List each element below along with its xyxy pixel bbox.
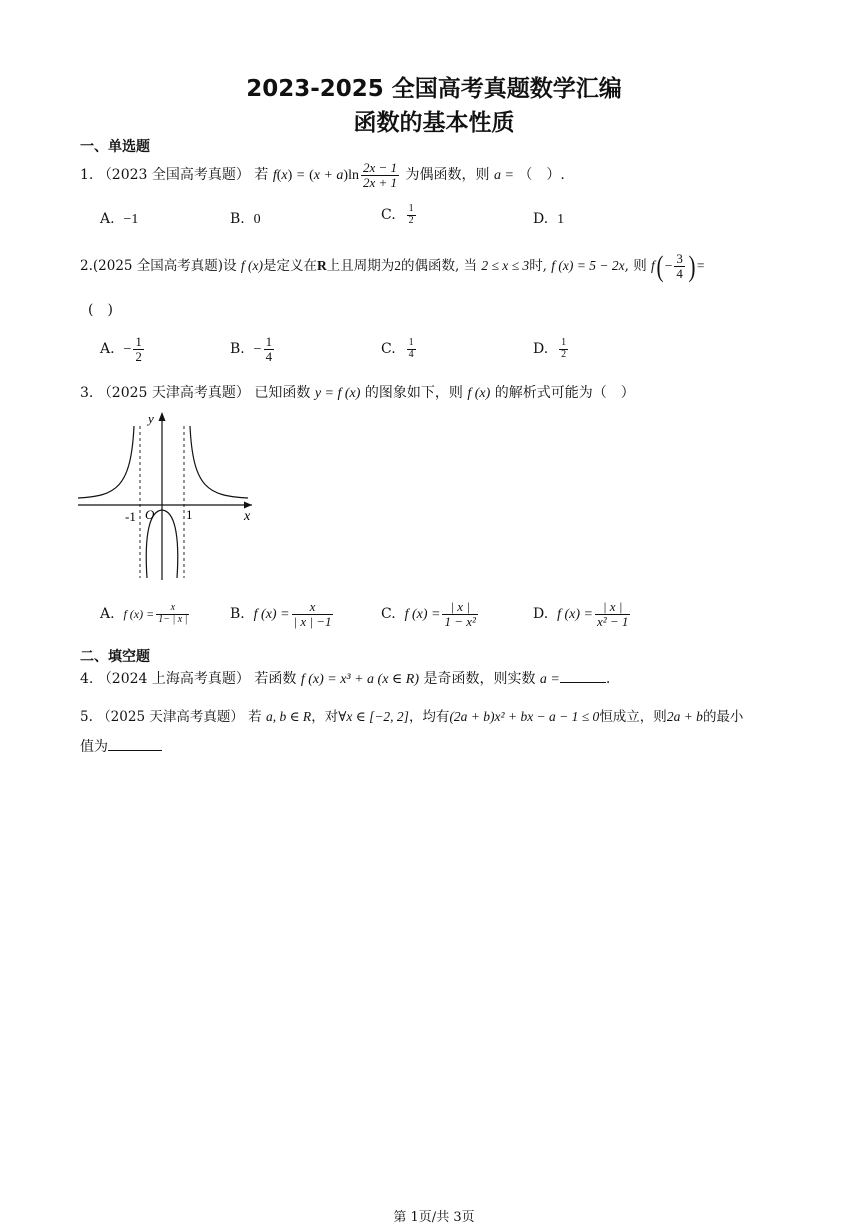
x-axis-arrow [244,502,252,509]
graph-x-label: x [244,509,251,524]
question-4 [80,668,610,688]
q5-source: （2025 天津高考真题） [97,709,244,725]
q2-text4: 的偶函数, 当 [400,258,478,274]
q5-line2 [80,736,162,756]
option-fraction-den: 2 [408,214,414,226]
q3-option-c[interactable] [381,596,480,633]
q5-expr: 2a + b [666,709,703,724]
q2-option-a[interactable] [100,330,146,369]
q2-option-c[interactable] [381,330,418,368]
q2-R: R [316,258,327,273]
q1-f: f [272,168,277,183]
q5-text5: 的最小 [702,709,744,725]
option-fraction-num: 1 [408,337,414,348]
option-fraction [156,603,189,625]
q3-number: 3. [80,385,94,401]
q5-text1: 若 [248,709,262,725]
q1-option-a[interactable] [100,211,138,228]
option-fraction [407,204,416,226]
graph-pos1-label: 1 [186,507,193,522]
q2-text5: 时, [529,258,547,274]
q4-answer-blank[interactable] [560,668,606,683]
q2-paren: ( ) [88,302,113,318]
q1-xpa: x + a [313,168,344,183]
section-single-choice: 一、单选题 [80,139,150,155]
q3-option-a[interactable] [100,596,191,632]
option-fraction-den: 4 [408,348,414,360]
option-fraction-num: 1 [135,333,142,349]
option-fraction-num: 1 [265,333,273,349]
q4-end: . [605,671,611,687]
option-lhs: f (x) = [123,607,155,621]
q5-ab: a, b ∈ R [265,709,312,724]
q5-ineq: (2a + b)x² + bx − a − 1 ≤ 0 [449,709,600,724]
question-1: 1. （2023 全国高考真题） 若 f(x) = (x + a)ln $\frac{2x - 1}{2x + 1}$ 为偶函数，则 a = （ ）. [80,159,565,190]
q2-def: f (x) = 5 − 2x [551,258,625,273]
option-fraction [133,335,144,363]
option-fraction [407,338,416,360]
option-fraction [595,600,630,628]
q3-function-graph [76,408,260,584]
q2-text6: , 则 [624,258,647,274]
option-fraction-den: | x | −1 [293,613,332,629]
option-label: A. [100,606,115,622]
q3-text3: 的解析式可能为（ ） [494,385,635,401]
q1-option-c[interactable] [381,204,418,226]
q5-text2: ，对 [311,709,339,725]
y-axis-arrow [159,412,166,421]
option-value: 0 [253,212,261,227]
option-fraction-num: 1 [561,337,567,348]
option-sign: − [253,342,262,357]
q4-expr: f (x) = x³ + a (x ∈ R) [300,672,419,687]
option-label: D. [533,341,549,357]
q4-source: （2024 上海高考真题） [97,671,250,687]
q2-f: f [651,258,655,273]
q3-yfx: y = f (x) [314,386,361,401]
q5-answer-blank[interactable] [108,736,162,751]
option-fraction-num: 1 [408,203,414,214]
q2-fraction-den: 4 [676,266,683,281]
option-label: C. [381,207,396,223]
option-fraction [264,335,275,363]
option-label: C. [381,606,396,622]
option-value: 1 [557,212,565,227]
q5-line2-text: 值为 [80,739,108,755]
q3-text1: 已知函数 [254,385,311,401]
q5-text3: ，均有 [408,709,450,725]
q2-two: 2 [394,258,401,273]
page-subtitle: 函数的基本性质 [353,110,515,136]
option-lhs: f (x) = [557,607,593,622]
option-fraction-num: | x | [595,600,630,615]
graph-y-label: y [148,411,154,426]
q2-source: (2025 全国高考真题) [92,258,224,274]
question-2: 2.(2025 全国高考真题)设 f (x)是定义在R上且周期为2的偶函数, 当 2 ≤ x ≤ 3时, f (x) = 5 − 2x, 则 f( − $\frac{3}{4}$ ) = [80,249,705,283]
q3-option-b[interactable] [230,596,335,633]
option-fraction-num: x [292,600,334,615]
q5-text4: 恒成立，则 [599,709,667,725]
option-fraction-num: | x | [442,600,477,615]
q1-option-b[interactable] [230,211,261,228]
option-fraction [292,600,334,628]
q1-fraction [361,161,399,189]
option-label: D. [533,211,549,227]
q3-text2: 的图象如下，则 [364,385,463,401]
option-fraction-den: 1 − x² [444,613,476,629]
q3-source: （2025 天津高考真题） [97,385,250,401]
section-fill-blank: 二、填空题 [80,649,150,665]
option-label: A. [100,341,115,357]
option-fraction-num: x [156,603,189,615]
q4-number: 4. [80,671,94,687]
q1-ln: ln [348,168,359,183]
option-fraction [442,600,477,628]
q1-pre: 若 [254,167,269,183]
option-fraction-den: 2 [561,348,567,360]
q1-option-d[interactable] [533,211,564,228]
option-sign: − [123,342,132,357]
option-fraction-den: 2 [135,348,142,364]
q1-a-eq: a = [493,168,514,183]
option-fraction [559,338,568,360]
q3-fx: f (x) [467,386,491,401]
q2-option-b[interactable] [230,330,276,369]
graph-neg1-label: -1 [125,509,136,524]
curve-left-branch [78,426,134,498]
q2-fraction [674,252,685,280]
option-fraction-den: 4 [265,348,273,364]
q1-eq: = [296,168,305,183]
q1-fraction-den: 2x + 1 [362,174,398,190]
q3-option-d[interactable] [533,596,632,633]
q1-paren: （ ）. [518,167,565,183]
option-fraction-den: 1− | x | [158,613,188,625]
page-footer: 第 1页/共 3页 [393,1210,475,1225]
curve-right-branch [190,426,248,498]
q2-number: 2. [80,258,93,274]
q4-a-eq: a = [539,672,560,687]
q5-forall: ∀x ∈ [−2, 2] [338,709,409,724]
q2-neg: − [664,258,673,273]
q1-post: 为偶函数，则 [405,167,490,183]
option-lhs: f (x) = [253,607,290,622]
q2-text3: 上且周期为 [326,258,395,274]
q2-text1: 设 [223,258,237,274]
page-title: 2023-2025 全国高考真题数学汇编 [246,76,622,102]
option-label: C. [381,341,396,357]
q1-source: （2023 全国高考真题） [97,167,250,183]
graph-origin-label: O [145,507,155,522]
q1-number: 1. [80,167,94,183]
q5-number: 5. [80,709,93,725]
option-value: −1 [123,212,139,227]
option-label: B. [230,341,245,357]
option-fraction-den: x² − 1 [596,613,629,629]
q1-x: x [281,168,288,183]
option-label: D. [533,606,549,622]
q1-fraction-num: 2x − 1 [362,159,398,175]
question-3 [80,382,635,402]
q2-eq: = [696,258,705,273]
question-5 [80,705,743,725]
option-lhs: f (x) = [404,607,441,622]
option-label: A. [100,211,115,227]
q2-fx: f (x) [240,258,263,273]
q2-text2: 是定义在 [262,258,317,274]
q2-cond: 2 ≤ x ≤ 3 [481,258,530,273]
q4-text1: 若函数 [254,671,297,687]
option-label: B. [230,211,245,227]
option-label: B. [230,606,245,622]
q4-text2: 是奇函数，则实数 [423,671,536,687]
q2-fraction-num: 3 [676,251,683,267]
q2-option-d[interactable] [533,330,570,368]
